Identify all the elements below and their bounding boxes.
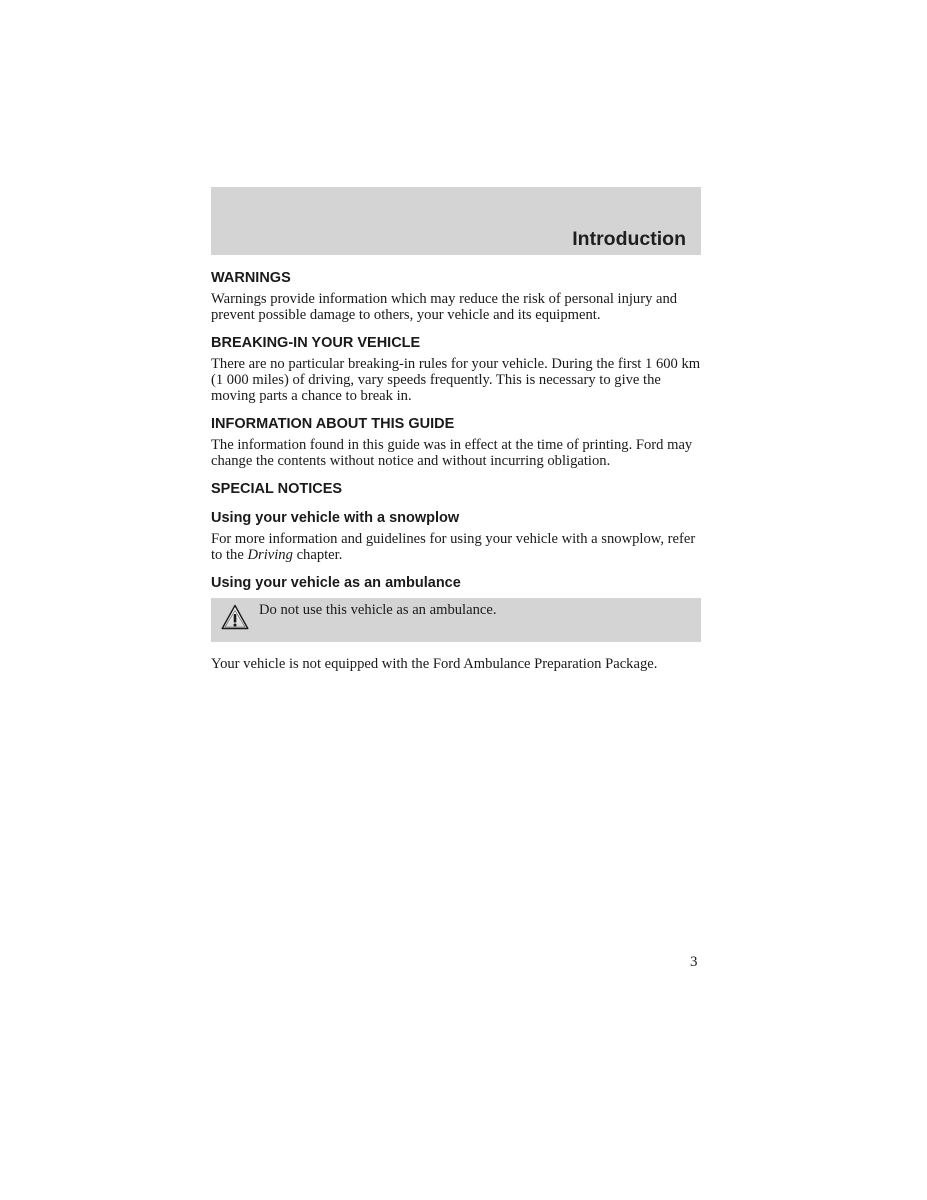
section-special-notices bbox=[211, 480, 701, 672]
chapter-header-band bbox=[211, 187, 701, 255]
section-guide-info bbox=[211, 415, 701, 469]
paragraph-ambulance: Your vehicle is not equipped with the Ford Ambulance Preparation Package. bbox=[211, 656, 658, 672]
heading-ambulance: Using your vehicle as an ambulance bbox=[211, 575, 461, 591]
snowplow-text-after: chapter. bbox=[296, 547, 343, 563]
section-breaking-in bbox=[211, 334, 701, 404]
subsection-snowplow bbox=[211, 509, 701, 563]
heading-warnings: WARNINGS bbox=[211, 270, 291, 286]
heading-guide-info: INFORMATION ABOUT THIS GUIDE bbox=[211, 416, 455, 432]
heading-snowplow: Using your vehicle with a snowplow bbox=[211, 510, 460, 526]
paragraph-warnings: Warnings provide information which may reduce the risk of personal injury and prevent possible damage to others, your vehicle and its equipment. bbox=[211, 291, 678, 323]
chapter-title: Introduction bbox=[572, 228, 686, 250]
warning-triangle-icon bbox=[221, 604, 249, 630]
heading-breaking-in: BREAKING-IN YOUR VEHICLE bbox=[211, 335, 421, 351]
paragraph-guide-info: The information found in this guide was in effect at the time of printing. Ford may change the contents without notice and without incurring obligation. bbox=[211, 437, 693, 469]
paragraph-breaking-in: There are no particular breaking-in rules for your vehicle. During the first 1 600 km (1 000 miles) of driving, vary speeds frequently. This is necessary to give the moving parts a chance to break in. bbox=[211, 356, 701, 404]
heading-special-notices: SPECIAL NOTICES bbox=[211, 481, 343, 497]
section-warnings bbox=[211, 269, 701, 323]
driving-chapter-reference: Driving bbox=[247, 547, 293, 563]
warning-text: Do not use this vehicle as an ambulance. bbox=[259, 602, 497, 618]
page-number: 3 bbox=[690, 954, 698, 970]
snowplow-text-before: For more information and guidelines for using your vehicle with a snowplow, refer to the bbox=[211, 531, 696, 563]
page-content bbox=[211, 269, 701, 672]
subsection-ambulance bbox=[211, 574, 701, 672]
warning-box bbox=[211, 598, 701, 642]
paragraph-snowplow bbox=[211, 531, 701, 563]
